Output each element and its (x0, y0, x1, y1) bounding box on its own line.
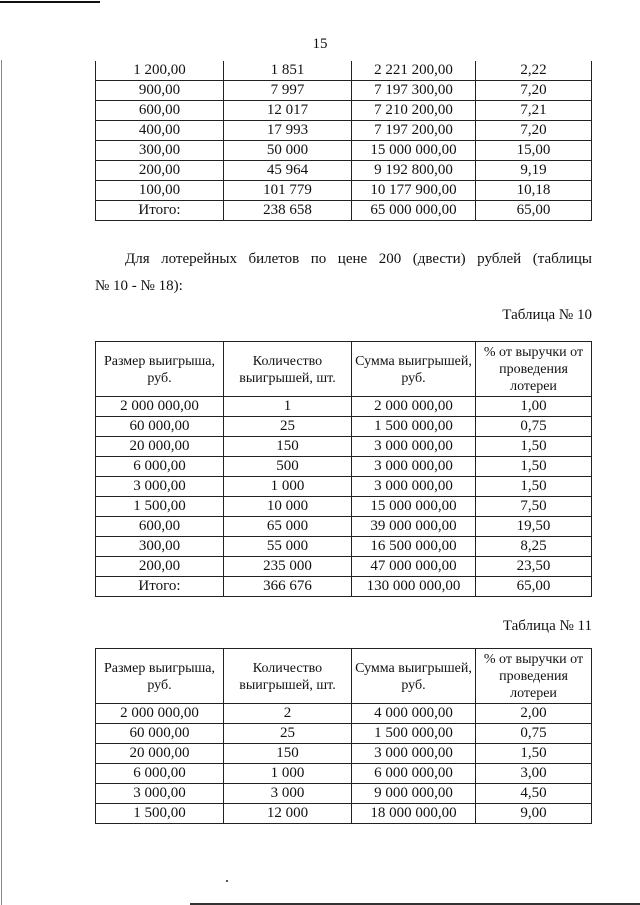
table-row (96, 704, 592, 724)
table-body (96, 397, 592, 597)
table-row (96, 141, 592, 161)
table-row (96, 437, 592, 457)
cell-win-count: 150 (224, 437, 352, 457)
cell-prize-amount: 3 000,00 (96, 477, 224, 497)
cell-win-sum: 16 500 000,00 (352, 537, 476, 557)
cell-win-sum: 3 000 000,00 (352, 457, 476, 477)
cell-win-count: 12 000 (224, 804, 352, 824)
cell-revenue-percent: 1,50 (476, 744, 592, 764)
cell-win-sum: 3 000 000,00 (352, 744, 476, 764)
total-row (96, 201, 592, 221)
cell-win-sum: 2 000 000,00 (352, 397, 476, 417)
cell-win-count: 25 (224, 417, 352, 437)
cell-revenue-percent: 1,00 (476, 397, 592, 417)
cell-win-sum: 7 197 200,00 (352, 121, 476, 141)
cell-win-sum: 1 500 000,00 (352, 724, 476, 744)
cell-win-sum: 4 000 000,00 (352, 704, 476, 724)
cell-win-count: 1 (224, 397, 352, 417)
cell-win-count: 150 (224, 744, 352, 764)
cell-prize-amount: 6 000,00 (96, 764, 224, 784)
table-header (96, 649, 592, 704)
cell-win-count: 45 964 (224, 161, 352, 181)
cell-prize-amount: 300,00 (96, 141, 224, 161)
cell-win-sum: 130 000 000,00 (352, 577, 476, 597)
cell-prize-amount: 1 200,00 (96, 61, 224, 81)
table-row (96, 397, 592, 417)
cell-win-sum: 9 192 800,00 (352, 161, 476, 181)
cell-revenue-percent: 1,50 (476, 457, 592, 477)
table-row (96, 517, 592, 537)
cell-win-sum: 6 000 000,00 (352, 764, 476, 784)
cell-win-count: 50 000 (224, 141, 352, 161)
cell-prize-amount: 2 000 000,00 (96, 704, 224, 724)
table-row (96, 744, 592, 764)
cell-win-count: 235 000 (224, 557, 352, 577)
table-body (96, 704, 592, 824)
cell-revenue-percent: 0,75 (476, 724, 592, 744)
cell-revenue-percent: 1,50 (476, 477, 592, 497)
cell-prize-amount: 3 000,00 (96, 784, 224, 804)
cell-prize-amount: 60 000,00 (96, 724, 224, 744)
scan-edge-left (1, 60, 2, 905)
cell-revenue-percent: 0,75 (476, 417, 592, 437)
cell-prize-amount: 600,00 (96, 517, 224, 537)
cell-revenue-percent: 7,20 (476, 121, 592, 141)
cell-win-count: 366 676 (224, 577, 352, 597)
cell-win-count: 500 (224, 457, 352, 477)
prize-table-10 (95, 341, 592, 597)
scan-edge-top (0, 1, 100, 3)
cell-win-sum: 47 000 000,00 (352, 557, 476, 577)
column-header-win-sum: Сумма выигрышей, руб. (352, 649, 476, 704)
table-11-caption: Таблица № 11 (502, 618, 592, 634)
page-number: 15 (312, 36, 328, 52)
cell-prize-amount: 100,00 (96, 181, 224, 201)
cell-win-sum: 7 210 200,00 (352, 101, 476, 121)
header-row (96, 649, 592, 704)
cell-prize-amount: 20 000,00 (96, 437, 224, 457)
cell-revenue-percent: 9,00 (476, 804, 592, 824)
cell-win-count: 25 (224, 724, 352, 744)
column-header-prize-amount: Размер выигрыша, руб. (96, 342, 224, 397)
cell-revenue-percent: 65,00 (476, 577, 592, 597)
cell-revenue-percent: 19,50 (476, 517, 592, 537)
cell-prize-amount: 6 000,00 (96, 457, 224, 477)
table-10-caption: Таблица № 10 (502, 307, 592, 323)
cell-win-sum: 65 000 000,00 (352, 201, 476, 221)
cell-prize-amount: 600,00 (96, 101, 224, 121)
cell-win-sum: 3 000 000,00 (352, 477, 476, 497)
paragraph-line-2: № 10 - № 18): (95, 278, 183, 294)
cell-prize-amount: Итого: (96, 201, 224, 221)
table-row (96, 417, 592, 437)
table-row (96, 784, 592, 804)
table-row (96, 477, 592, 497)
cell-win-sum: 7 197 300,00 (352, 81, 476, 101)
cell-win-count: 65 000 (224, 517, 352, 537)
table-row (96, 101, 592, 121)
cell-win-count: 10 000 (224, 497, 352, 517)
table-row (96, 537, 592, 557)
cell-revenue-percent: 7,50 (476, 497, 592, 517)
cell-win-count: 1 851 (224, 61, 352, 81)
cell-win-count: 7 997 (224, 81, 352, 101)
cell-win-count: 238 658 (224, 201, 352, 221)
table-row (96, 804, 592, 824)
table-row (96, 161, 592, 181)
table-body (96, 61, 592, 221)
cell-prize-amount: 2 000 000,00 (96, 397, 224, 417)
table-row (96, 121, 592, 141)
cell-prize-amount: 200,00 (96, 557, 224, 577)
column-header-revenue-percent: % от выручки от проведения лотереи (476, 342, 592, 397)
cell-revenue-percent: 3,00 (476, 764, 592, 784)
cell-win-count: 101 779 (224, 181, 352, 201)
cell-revenue-percent: 1,50 (476, 437, 592, 457)
cell-revenue-percent: 65,00 (476, 201, 592, 221)
cell-revenue-percent: 2,22 (476, 61, 592, 81)
cell-prize-amount: 900,00 (96, 81, 224, 101)
total-row (96, 577, 592, 597)
cell-prize-amount: 20 000,00 (96, 744, 224, 764)
table-row (96, 497, 592, 517)
cell-prize-amount: Итого: (96, 577, 224, 597)
cell-win-sum: 10 177 900,00 (352, 181, 476, 201)
cell-prize-amount: 200,00 (96, 161, 224, 181)
table-row (96, 557, 592, 577)
cell-prize-amount: 400,00 (96, 121, 224, 141)
cell-win-count: 12 017 (224, 101, 352, 121)
cell-win-sum: 9 000 000,00 (352, 784, 476, 804)
column-header-revenue-percent: % от выручки от проведения лотереи (476, 649, 592, 704)
prize-table-11 (95, 648, 592, 824)
cell-win-count: 55 000 (224, 537, 352, 557)
paragraph-ticket-price-200 (95, 246, 592, 300)
cell-revenue-percent: 15,00 (476, 141, 592, 161)
cell-revenue-percent: 7,21 (476, 101, 592, 121)
table-row (96, 457, 592, 477)
cell-win-sum: 1 500 000,00 (352, 417, 476, 437)
column-header-prize-amount: Размер выигрыша, руб. (96, 649, 224, 704)
table-row (96, 61, 592, 81)
cell-win-sum: 3 000 000,00 (352, 437, 476, 457)
paragraph-line-1: Для лотерейных билетов по цене 200 (двести) рублей (таблицы (125, 251, 592, 267)
cell-revenue-percent: 10,18 (476, 181, 592, 201)
cell-revenue-percent: 2,00 (476, 704, 592, 724)
cell-win-sum: 39 000 000,00 (352, 517, 476, 537)
cell-win-sum: 15 000 000,00 (352, 141, 476, 161)
scan-speck (226, 880, 228, 882)
header-row (96, 342, 592, 397)
cell-revenue-percent: 23,50 (476, 557, 592, 577)
cell-revenue-percent: 4,50 (476, 784, 592, 804)
cell-prize-amount: 1 500,00 (96, 804, 224, 824)
cell-prize-amount: 60 000,00 (96, 417, 224, 437)
cell-win-count: 17 993 (224, 121, 352, 141)
cell-win-count: 3 000 (224, 784, 352, 804)
table-header (96, 342, 592, 397)
cell-revenue-percent: 8,25 (476, 537, 592, 557)
cell-win-sum: 2 221 200,00 (352, 61, 476, 81)
cell-win-count: 2 (224, 704, 352, 724)
cell-prize-amount: 1 500,00 (96, 497, 224, 517)
prize-table-continued (95, 61, 592, 221)
cell-win-sum: 18 000 000,00 (352, 804, 476, 824)
table-row (96, 181, 592, 201)
column-header-win-count: Количество выигрышей, шт. (224, 342, 352, 397)
cell-win-sum: 15 000 000,00 (352, 497, 476, 517)
column-header-win-count: Количество выигрышей, шт. (224, 649, 352, 704)
table-row (96, 724, 592, 744)
cell-win-count: 1 000 (224, 764, 352, 784)
table-row (96, 764, 592, 784)
cell-prize-amount: 300,00 (96, 537, 224, 557)
cell-revenue-percent: 7,20 (476, 81, 592, 101)
table-row (96, 81, 592, 101)
cell-win-count: 1 000 (224, 477, 352, 497)
column-header-win-sum: Сумма выигрышей, руб. (352, 342, 476, 397)
cell-revenue-percent: 9,19 (476, 161, 592, 181)
